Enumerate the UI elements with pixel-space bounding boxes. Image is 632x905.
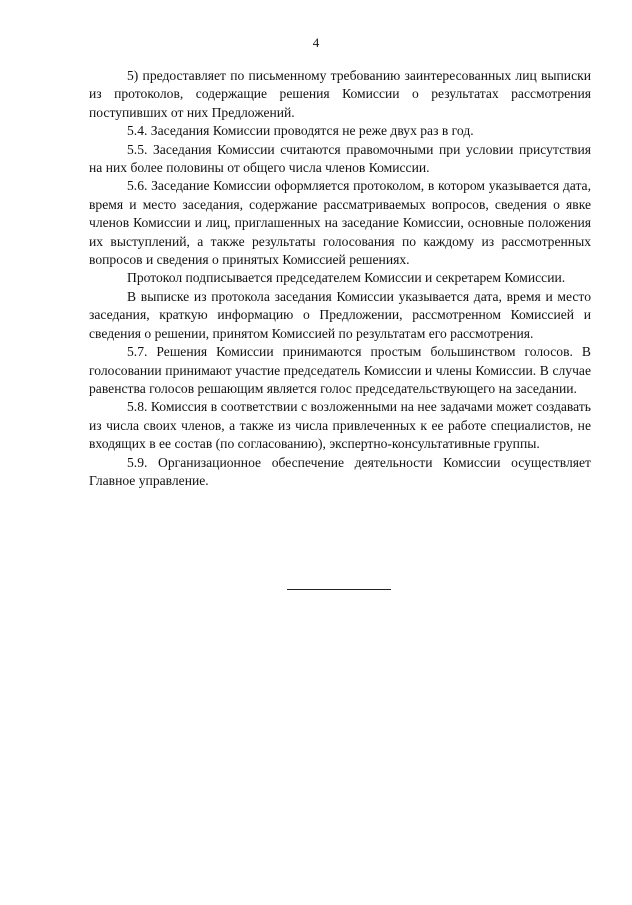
paragraph-5-5: 5.5. Заседания Комиссии считаются правомочными при условии присутствия на них более половины от общего числа членов Комиссии. <box>89 141 591 176</box>
document-body <box>89 67 591 490</box>
paragraph-5-7: 5.7. Решения Комиссии принимаются простым большинством голосов. В голосовании принимают участие председатель Комиссии и члены Комиссии. В случае равенства голосов решающим является голос председательствующего на заседании. <box>89 344 591 396</box>
paragraph-protocol-signing: Протокол подписывается председателем Комиссии и секретарем Комиссии. <box>127 270 566 286</box>
paragraph-item-5: 5) предоставляет по письменному требованию заинтересованных лиц выписки из протоколов, содержащие решения Комиссии о результатах рассмотрения поступивших от них Предложений. <box>89 68 591 120</box>
paragraph-5-4: 5.4. Заседания Комиссии проводятся не реже двух раз в год. <box>127 123 474 139</box>
paragraph-5-9: 5.9. Организационное обеспечение деятельности Комиссии осуществляет Главное управление. <box>89 454 591 488</box>
page-number: 4 <box>312 35 320 50</box>
end-separator-line <box>287 589 391 590</box>
paragraph-5-8: 5.8. Комиссия в соответствии с возложенными на нее задачами может создавать из числа своих членов, а также из числа привлеченных к ее работе специалистов, не входящих в ее состав (по согласованию), экспертно-консультативные группы. <box>89 399 591 452</box>
paragraph-5-6: 5.6. Заседание Комиссии оформляется протоколом, в котором указывается дата, время и место заседания, содержание рассматриваемых вопросов, сведения о явке членов Комиссии и лиц, приглашенных на заседание Комиссии, основные положения их выступлений, а также результаты голосования по каждому из рассмотренных вопросов и сведения о принятых Комиссией решениях. <box>89 178 591 268</box>
paragraph-protocol-extract: В выписке из протокола заседания Комиссии указывается дата, время и место заседания, краткую информацию о Предложении, рассмотренном Комиссией и сведения о решении, принятом Комиссией по результатам его рассмотрения. <box>89 288 591 341</box>
